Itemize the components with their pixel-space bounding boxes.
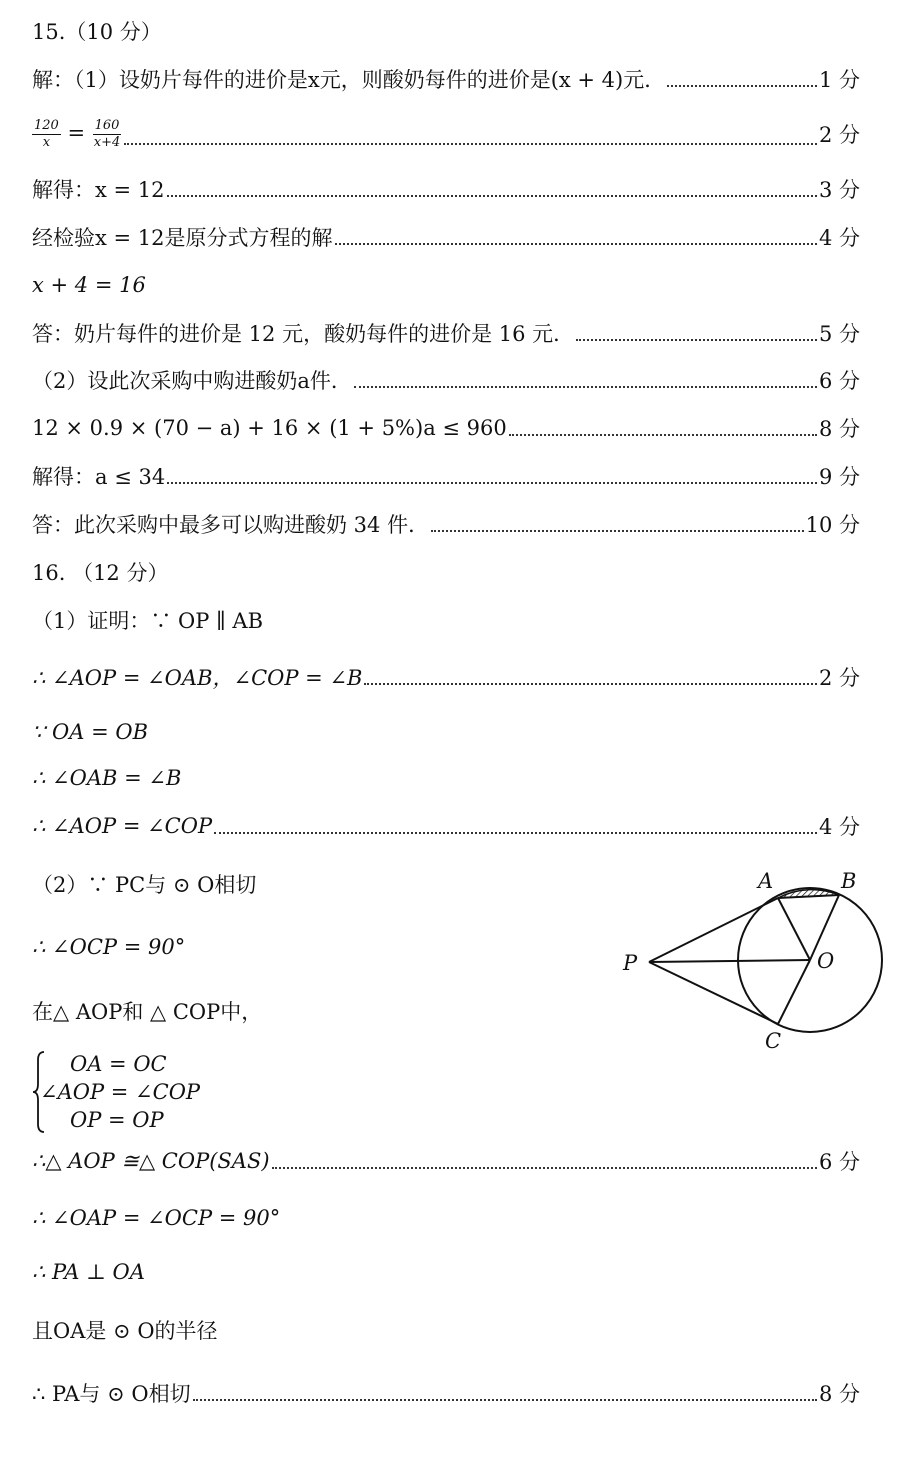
fraction-2: $\frac{160}{x+4}$ [93,117,121,150]
q15-line-4: 经检验x = 12是原分式方程的解 4 分 [32,226,860,250]
segment-pa [649,898,778,962]
segment-oc [778,960,810,1024]
q15-line-6: 答：奶片每件的进价是 12 元，酸奶每件的进价是 16 元． 5 分 [32,322,860,346]
q15-title: 15.（10 分） [32,20,162,44]
geometry-figure [615,862,890,1057]
q15-line-2-equation: $\frac{120}{x}$ = $\frac{160}{x+4}$ 2 分 [34,117,860,150]
q15-line-5: x + 4 = 16 [32,273,146,297]
q16-line-13: ∴ PA与 ⊙ O相切 8 分 [32,1382,860,1406]
fraction-1: $\frac{120}{x}$ [34,117,59,150]
segment-po [649,960,810,962]
q15-line-9: 解得：a ≤ 34 9 分 [32,465,860,489]
q16-line-3: ∵ OA = OB [32,720,149,744]
q16-line-9: ∴△ AOP ≅△ COP(SAS) 6 分 [32,1149,860,1174]
equation-system [32,1050,272,1134]
label-a: A [758,869,774,893]
q15-line-1: 解：（1）设奶片每件的进价是x元，则酸奶每件的进价是(x + 4)元． 1 分 [32,68,860,92]
q16-line-5: ∴ ∠AOP = ∠COP 4 分 [32,814,860,839]
q16-title: 16. （12 分） [32,561,169,585]
q16-line-4: ∴ ∠OAB = ∠B [32,766,182,790]
q15-line-10: 答：此次采购中最多可以购进酸奶 34 件． 10 分 [32,513,860,537]
segment-oa [778,898,810,960]
q15-line-3: 解得：x = 12 3 分 [32,178,860,202]
q16-line-1: （1）证明：∵ OP ∥ AB [32,609,264,633]
label-b: B [841,869,857,893]
q16-line-7: ∴ ∠OCP = 90° [32,935,186,959]
segment-pc [649,962,778,1024]
q16-line-2: ∴ ∠AOP = ∠OAB，∠COP = ∠B 2 分 [32,666,860,690]
q16-line-6: （2）∵ PC与 ⊙ O相切 [32,873,257,897]
label-o: O [817,949,835,973]
system-row-2: ∠AOP = ∠COP [40,1080,201,1104]
system-row-3: OP = OP [70,1108,164,1132]
label-c: C [765,1029,782,1053]
system-row-1: OA = OC [70,1052,167,1076]
q16-line-8: 在△ AOP和 △ COP中， [32,1000,263,1024]
q16-line-11: ∴ PA ⊥ OA [32,1260,145,1284]
q15-line-8: 12 × 0.9 × (70 − a) + 16 × (1 + 5%)a ≤ 960 8 分 [32,416,860,441]
q15-line-7: （2）设此次采购中购进酸奶a件． 6 分 [32,369,860,393]
label-p: P [623,951,638,975]
q16-line-12: 且OA是 ⊙ O的半径 [32,1319,218,1343]
q16-line-10: ∴ ∠OAP = ∠OCP = 90° [32,1206,281,1230]
